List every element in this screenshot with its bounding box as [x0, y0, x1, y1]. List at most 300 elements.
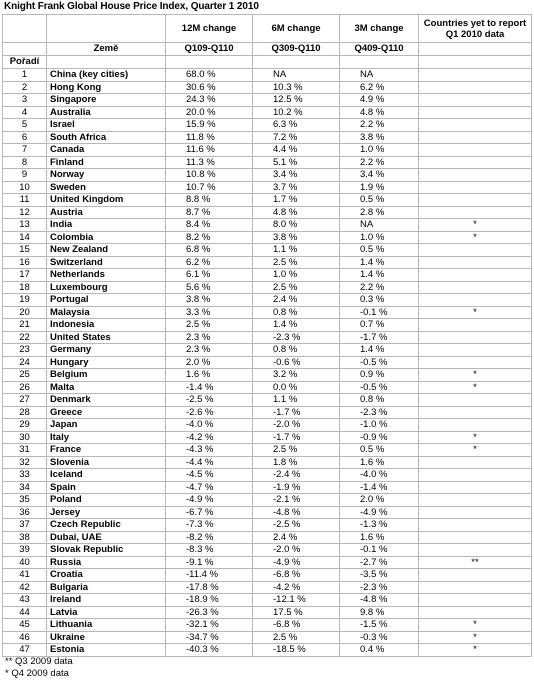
footnote-q4: * Q4 2009 data	[5, 668, 69, 679]
table-row	[3, 594, 532, 607]
yet-to-report-cell	[419, 131, 532, 144]
yet-to-report-cell	[419, 606, 532, 619]
change-6m-cell: 2.5 %	[253, 444, 340, 457]
rank-cell: 19	[3, 294, 47, 307]
table-row	[3, 481, 532, 494]
table-row	[3, 381, 532, 394]
change-3m-cell: 0.5 %	[340, 194, 419, 207]
change-6m-cell: -6.8 %	[253, 569, 340, 582]
table-row	[3, 494, 532, 507]
change-3m-cell: 4.8 %	[340, 106, 419, 119]
rank-cell: 6	[3, 131, 47, 144]
change-3m-cell: 0.8 %	[340, 394, 419, 407]
rank-cell: 1	[3, 69, 47, 82]
change-6m-cell: 7.2 %	[253, 131, 340, 144]
rank-cell: 42	[3, 581, 47, 594]
change-3m-cell: 2.2 %	[340, 119, 419, 132]
change-6m-cell: 1.1 %	[253, 244, 340, 257]
change-12m-cell: 11.8 %	[166, 131, 253, 144]
rank-cell: 13	[3, 219, 47, 232]
country-cell: Belgium	[47, 369, 166, 382]
change-6m-cell: 17.5 %	[253, 606, 340, 619]
header-country-blank	[47, 15, 166, 43]
change-6m-cell: -1.7 %	[253, 431, 340, 444]
table-row	[3, 531, 532, 544]
change-3m-cell: -0.3 %	[340, 631, 419, 644]
yet-to-report-cell	[419, 331, 532, 344]
change-3m-cell: -3.5 %	[340, 569, 419, 582]
table-row	[3, 419, 532, 432]
change-12m-cell: 8.2 %	[166, 231, 253, 244]
table-row	[3, 544, 532, 557]
change-6m-cell: -2.0 %	[253, 419, 340, 432]
yet-to-report-cell	[419, 594, 532, 607]
change-12m-cell: -4.2 %	[166, 431, 253, 444]
yet-to-report-cell: *	[419, 369, 532, 382]
rank-cell: 26	[3, 381, 47, 394]
change-6m-cell: 3.2 %	[253, 369, 340, 382]
rank-cell: 46	[3, 631, 47, 644]
table-row	[3, 456, 532, 469]
change-3m-cell: 6.2 %	[340, 81, 419, 94]
yet-to-report-cell	[419, 569, 532, 582]
change-12m-cell: 1.6 %	[166, 369, 253, 382]
change-6m-cell: -1.7 %	[253, 406, 340, 419]
table-row	[3, 569, 532, 582]
country-cell: Germany	[47, 344, 166, 357]
yet-to-report-cell	[419, 206, 532, 219]
change-12m-cell: 2.3 %	[166, 331, 253, 344]
rank-cell: 18	[3, 281, 47, 294]
yet-to-report-cell	[419, 581, 532, 594]
yet-to-report-cell	[419, 531, 532, 544]
change-6m-cell: 3.8 %	[253, 231, 340, 244]
country-cell: Iceland	[47, 469, 166, 482]
table-row	[3, 406, 532, 419]
change-6m-cell: -4.9 %	[253, 556, 340, 569]
change-6m-cell: -2.3 %	[253, 331, 340, 344]
change-6m-cell: 10.3 %	[253, 81, 340, 94]
table-row	[3, 281, 532, 294]
yet-to-report-cell	[419, 81, 532, 94]
change-12m-cell: -32.1 %	[166, 619, 253, 632]
country-cell: Slovak Republic	[47, 544, 166, 557]
change-3m-cell: 1.9 %	[340, 181, 419, 194]
change-3m-cell: -1.0 %	[340, 419, 419, 432]
country-cell: Dubai, UAE	[47, 531, 166, 544]
change-6m-cell: NA	[253, 69, 340, 82]
table-row	[3, 606, 532, 619]
header-row	[3, 15, 532, 43]
yet-to-report-cell	[419, 394, 532, 407]
change-12m-cell: -2.6 %	[166, 406, 253, 419]
country-cell: Denmark	[47, 394, 166, 407]
yet-to-report-cell	[419, 419, 532, 432]
rank-cell: 31	[3, 444, 47, 457]
footnote-q3: ** Q3 2009 data	[5, 656, 73, 667]
change-12m-cell: -40.3 %	[166, 644, 253, 657]
header-blank-cell	[47, 56, 166, 69]
change-6m-cell: -18.5 %	[253, 644, 340, 657]
yet-to-report-cell	[419, 181, 532, 194]
table-row	[3, 181, 532, 194]
country-cell: Netherlands	[47, 269, 166, 282]
rank-cell: 21	[3, 319, 47, 332]
table-row	[3, 519, 532, 532]
change-3m-cell: 1.6 %	[340, 531, 419, 544]
table-row	[3, 194, 532, 207]
table-row	[3, 331, 532, 344]
change-6m-cell: 3.4 %	[253, 169, 340, 182]
country-cell: Hong Kong	[47, 81, 166, 94]
header-rank: Pořadí	[3, 56, 47, 69]
table-row	[3, 244, 532, 257]
change-12m-cell: 15.9 %	[166, 119, 253, 132]
change-3m-cell: 1.4 %	[340, 269, 419, 282]
table-row	[3, 69, 532, 82]
change-6m-cell: 10.2 %	[253, 106, 340, 119]
table-row	[3, 556, 532, 569]
header-blank-cell	[419, 43, 532, 56]
rank-cell: 41	[3, 569, 47, 582]
country-cell: Poland	[47, 494, 166, 507]
yet-to-report-cell: *	[419, 231, 532, 244]
change-12m-cell: 5.6 %	[166, 281, 253, 294]
table-row	[3, 294, 532, 307]
change-12m-cell: -4.3 %	[166, 444, 253, 457]
country-cell: Malta	[47, 381, 166, 394]
header-row-country	[3, 43, 532, 56]
country-cell: Sweden	[47, 181, 166, 194]
change-12m-cell: -11.4 %	[166, 569, 253, 582]
table-row	[3, 169, 532, 182]
yet-to-report-cell	[419, 106, 532, 119]
change-3m-cell: -1.7 %	[340, 331, 419, 344]
change-6m-cell: 1.4 %	[253, 319, 340, 332]
yet-to-report-cell	[419, 481, 532, 494]
rank-cell: 9	[3, 169, 47, 182]
yet-to-report-cell: *	[419, 619, 532, 632]
rank-cell: 3	[3, 94, 47, 107]
yet-to-report-cell	[419, 344, 532, 357]
yet-to-report-cell: *	[419, 306, 532, 319]
rank-cell: 39	[3, 544, 47, 557]
change-3m-cell: 2.2 %	[340, 281, 419, 294]
change-3m-cell: 0.7 %	[340, 319, 419, 332]
rank-cell: 25	[3, 369, 47, 382]
change-12m-cell: 8.4 %	[166, 219, 253, 232]
rank-cell: 10	[3, 181, 47, 194]
rank-cell: 4	[3, 106, 47, 119]
header-blank-cell	[253, 56, 340, 69]
change-3m-cell: -2.7 %	[340, 556, 419, 569]
rank-cell: 2	[3, 81, 47, 94]
header-period-6m: Q309-Q110	[253, 43, 340, 56]
change-6m-cell: 3.7 %	[253, 181, 340, 194]
change-3m-cell: 4.9 %	[340, 94, 419, 107]
country-cell: Lithuania	[47, 619, 166, 632]
country-cell: Latvia	[47, 606, 166, 619]
change-6m-cell: -2.4 %	[253, 469, 340, 482]
table-row	[3, 319, 532, 332]
table-row	[3, 206, 532, 219]
rank-cell: 29	[3, 419, 47, 432]
change-3m-cell: 3.8 %	[340, 131, 419, 144]
yet-to-report-cell	[419, 494, 532, 507]
country-cell: Russia	[47, 556, 166, 569]
rank-cell: 43	[3, 594, 47, 607]
change-6m-cell: 2.5 %	[253, 256, 340, 269]
change-6m-cell: 0.8 %	[253, 344, 340, 357]
change-12m-cell: -26.3 %	[166, 606, 253, 619]
change-6m-cell: -12.1 %	[253, 594, 340, 607]
yet-to-report-cell: **	[419, 556, 532, 569]
change-12m-cell: -6.7 %	[166, 506, 253, 519]
country-cell: New Zealand	[47, 244, 166, 257]
table-row	[3, 219, 532, 232]
header-12m: 12M change	[166, 15, 253, 43]
country-cell: Singapore	[47, 94, 166, 107]
change-6m-cell: 0.8 %	[253, 306, 340, 319]
change-12m-cell: -2.5 %	[166, 394, 253, 407]
change-12m-cell: 68.0 %	[166, 69, 253, 82]
change-12m-cell: -1.4 %	[166, 381, 253, 394]
change-6m-cell: 4.4 %	[253, 144, 340, 157]
change-3m-cell: -1.4 %	[340, 481, 419, 494]
change-3m-cell: -4.9 %	[340, 506, 419, 519]
country-cell: China (key cities)	[47, 69, 166, 82]
rank-cell: 5	[3, 119, 47, 132]
yet-to-report-cell	[419, 194, 532, 207]
country-cell: United States	[47, 331, 166, 344]
rank-cell: 8	[3, 156, 47, 169]
change-12m-cell: -4.0 %	[166, 419, 253, 432]
change-12m-cell: 20.0 %	[166, 106, 253, 119]
change-6m-cell: -6.8 %	[253, 619, 340, 632]
yet-to-report-cell	[419, 319, 532, 332]
change-6m-cell: 5.1 %	[253, 156, 340, 169]
country-cell: Greece	[47, 406, 166, 419]
country-cell: Ukraine	[47, 631, 166, 644]
country-cell: Luxembourg	[47, 281, 166, 294]
table-row	[3, 81, 532, 94]
change-3m-cell: 1.0 %	[340, 231, 419, 244]
change-12m-cell: 11.6 %	[166, 144, 253, 157]
change-12m-cell: 10.7 %	[166, 181, 253, 194]
country-cell: Bulgaria	[47, 581, 166, 594]
change-12m-cell: -9.1 %	[166, 556, 253, 569]
rank-cell: 47	[3, 644, 47, 657]
change-3m-cell: NA	[340, 219, 419, 232]
country-cell: Malaysia	[47, 306, 166, 319]
table-row	[3, 94, 532, 107]
header-yet-to-report: Countries yet to report Q1 2010 data	[419, 15, 532, 43]
header-blank-cell	[340, 56, 419, 69]
change-3m-cell: -0.5 %	[340, 381, 419, 394]
change-12m-cell: -34.7 %	[166, 631, 253, 644]
yet-to-report-cell	[419, 156, 532, 169]
change-6m-cell: 1.7 %	[253, 194, 340, 207]
yet-to-report-cell	[419, 244, 532, 257]
yet-to-report-cell: *	[419, 631, 532, 644]
country-cell: Slovenia	[47, 456, 166, 469]
change-6m-cell: -2.5 %	[253, 519, 340, 532]
change-3m-cell: 0.5 %	[340, 444, 419, 457]
change-3m-cell: -2.3 %	[340, 581, 419, 594]
table-row	[3, 369, 532, 382]
table-row	[3, 119, 532, 132]
rank-cell: 14	[3, 231, 47, 244]
header-period-3m: Q409-Q110	[340, 43, 419, 56]
change-6m-cell: -1.9 %	[253, 481, 340, 494]
change-12m-cell: -4.9 %	[166, 494, 253, 507]
table-row	[3, 131, 532, 144]
rank-cell: 33	[3, 469, 47, 482]
country-cell: South Africa	[47, 131, 166, 144]
table-row	[3, 394, 532, 407]
change-6m-cell: -4.8 %	[253, 506, 340, 519]
rank-cell: 20	[3, 306, 47, 319]
header-6m: 6M change	[253, 15, 340, 43]
table-row	[3, 344, 532, 357]
change-3m-cell: 0.9 %	[340, 369, 419, 382]
country-cell: Croatia	[47, 569, 166, 582]
rank-cell: 23	[3, 344, 47, 357]
yet-to-report-cell	[419, 294, 532, 307]
change-3m-cell: 2.8 %	[340, 206, 419, 219]
rank-cell: 12	[3, 206, 47, 219]
rank-cell: 45	[3, 619, 47, 632]
change-6m-cell: 12.5 %	[253, 94, 340, 107]
change-3m-cell: 1.0 %	[340, 144, 419, 157]
rank-cell: 38	[3, 531, 47, 544]
country-cell: Czech Republic	[47, 519, 166, 532]
rank-cell: 7	[3, 144, 47, 157]
table-row	[3, 506, 532, 519]
country-cell: France	[47, 444, 166, 457]
change-3m-cell: 1.4 %	[340, 344, 419, 357]
country-cell: Portugal	[47, 294, 166, 307]
change-6m-cell: 6.3 %	[253, 119, 340, 132]
change-3m-cell: -1.3 %	[340, 519, 419, 532]
header-blank-cell	[419, 56, 532, 69]
change-6m-cell: -0.6 %	[253, 356, 340, 369]
table-row	[3, 269, 532, 282]
country-cell: Finland	[47, 156, 166, 169]
house-price-table	[2, 14, 532, 657]
table-row	[3, 631, 532, 644]
change-12m-cell: -4.5 %	[166, 469, 253, 482]
yet-to-report-cell	[419, 406, 532, 419]
header-blank-cell	[3, 43, 47, 56]
change-3m-cell: -2.3 %	[340, 406, 419, 419]
yet-to-report-cell	[419, 169, 532, 182]
change-6m-cell: 2.5 %	[253, 631, 340, 644]
change-3m-cell: 0.3 %	[340, 294, 419, 307]
change-6m-cell: 2.4 %	[253, 531, 340, 544]
change-6m-cell: 0.0 %	[253, 381, 340, 394]
rank-cell: 40	[3, 556, 47, 569]
yet-to-report-cell	[419, 144, 532, 157]
change-12m-cell: 2.3 %	[166, 344, 253, 357]
country-cell: Japan	[47, 419, 166, 432]
change-3m-cell: 9.8 %	[340, 606, 419, 619]
change-6m-cell: -2.1 %	[253, 494, 340, 507]
change-12m-cell: -4.4 %	[166, 456, 253, 469]
yet-to-report-cell	[419, 281, 532, 294]
change-6m-cell: -4.2 %	[253, 581, 340, 594]
change-12m-cell: 2.5 %	[166, 319, 253, 332]
change-6m-cell: 1.8 %	[253, 456, 340, 469]
change-3m-cell: 2.2 %	[340, 156, 419, 169]
change-12m-cell: 6.8 %	[166, 244, 253, 257]
table-row	[3, 469, 532, 482]
change-3m-cell: NA	[340, 69, 419, 82]
table-row	[3, 581, 532, 594]
table-row	[3, 156, 532, 169]
change-3m-cell: -1.5 %	[340, 619, 419, 632]
change-3m-cell: -0.5 %	[340, 356, 419, 369]
change-12m-cell: 30.6 %	[166, 81, 253, 94]
table-title: Knight Frank Global House Price Index, Quarter 1 2010	[4, 1, 259, 12]
change-12m-cell: 8.7 %	[166, 206, 253, 219]
change-6m-cell: 1.0 %	[253, 269, 340, 282]
yet-to-report-cell: *	[419, 644, 532, 657]
table-row	[3, 231, 532, 244]
change-12m-cell: -18.9 %	[166, 594, 253, 607]
rank-cell: 34	[3, 481, 47, 494]
country-cell: Israel	[47, 119, 166, 132]
country-cell: Estonia	[47, 644, 166, 657]
change-12m-cell: -8.3 %	[166, 544, 253, 557]
rank-cell: 37	[3, 519, 47, 532]
yet-to-report-cell	[419, 519, 532, 532]
change-6m-cell: -2.0 %	[253, 544, 340, 557]
header-rank-blank	[3, 15, 47, 43]
rank-cell: 16	[3, 256, 47, 269]
change-6m-cell: 4.8 %	[253, 206, 340, 219]
country-cell: Austria	[47, 206, 166, 219]
country-cell: India	[47, 219, 166, 232]
yet-to-report-cell	[419, 356, 532, 369]
header-blank-cell	[166, 56, 253, 69]
change-6m-cell: 2.4 %	[253, 294, 340, 307]
table-row	[3, 619, 532, 632]
rank-cell: 28	[3, 406, 47, 419]
country-cell: Colombia	[47, 231, 166, 244]
change-3m-cell: 3.4 %	[340, 169, 419, 182]
change-12m-cell: 11.3 %	[166, 156, 253, 169]
rank-cell: 27	[3, 394, 47, 407]
rank-cell: 22	[3, 331, 47, 344]
table-row	[3, 644, 532, 657]
change-12m-cell: 24.3 %	[166, 94, 253, 107]
change-3m-cell: 2.0 %	[340, 494, 419, 507]
yet-to-report-cell: *	[419, 381, 532, 394]
change-12m-cell: 2.0 %	[166, 356, 253, 369]
country-cell: Italy	[47, 431, 166, 444]
table-row	[3, 306, 532, 319]
rank-cell: 44	[3, 606, 47, 619]
yet-to-report-cell	[419, 456, 532, 469]
change-12m-cell: 3.8 %	[166, 294, 253, 307]
country-cell: Hungary	[47, 356, 166, 369]
footnotes	[5, 656, 73, 680]
country-cell: Australia	[47, 106, 166, 119]
change-12m-cell: -7.3 %	[166, 519, 253, 532]
rank-cell: 24	[3, 356, 47, 369]
yet-to-report-cell	[419, 469, 532, 482]
